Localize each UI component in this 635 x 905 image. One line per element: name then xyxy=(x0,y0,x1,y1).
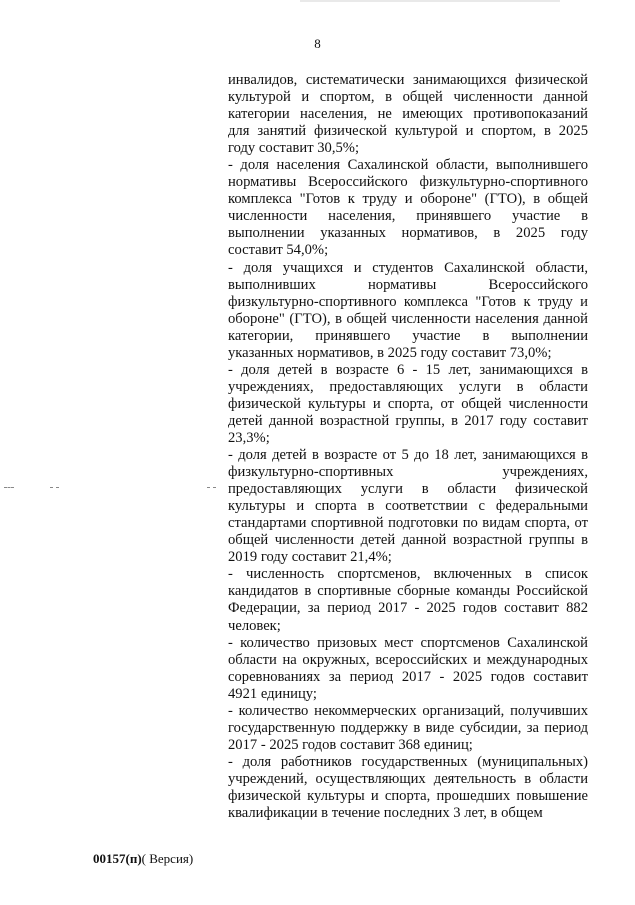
text-line: численности населения, принявшего участие в xyxy=(228,208,588,225)
paragraph xyxy=(228,260,588,362)
text-line: человек; xyxy=(228,617,281,634)
text-line: предоставляющих услуги в области физической xyxy=(228,481,588,498)
text-line: - доля населения Сахалинской области, выполнившего xyxy=(228,157,588,174)
text-line: году составит 30,5%; xyxy=(228,140,359,157)
scan-artifact xyxy=(4,487,14,488)
text-line: обороне" (ГТО), в общей численности населения данной xyxy=(228,310,588,327)
scan-artifact xyxy=(50,487,59,488)
text-line: - количество призовых мест спортсменов Сахалинской xyxy=(228,634,588,651)
text-line: физкультурно-спортивных учреждениях, xyxy=(228,464,588,481)
text-line: - доля детей в возрасте 6 - 15 лет, занимающихся в xyxy=(228,361,588,378)
text-line: государственную поддержку в виде субсидии, за период xyxy=(228,719,588,736)
text-line: - доля детей в возрасте от 5 до 18 лет, занимающихся в xyxy=(228,447,588,464)
text-line: 4921 единицу; xyxy=(228,685,317,702)
text-line: выполнивших нормативы Всероссийского xyxy=(228,276,588,293)
paragraph xyxy=(228,157,588,259)
text-line: - численность спортсменов, включенных в список xyxy=(228,566,588,583)
text-line: кандидатов в спортивные сборные команды Российской xyxy=(228,583,588,600)
text-line: - доля учащихся и студентов Сахалинской области, xyxy=(228,259,588,276)
text-line: 23,3%; xyxy=(228,429,270,446)
text-line: физической культуры и спорта, от общей численности xyxy=(228,395,588,412)
text-line: категории населения, не имеющих противопоказаний xyxy=(228,106,588,123)
document-footer xyxy=(93,851,193,867)
text-line: инвалидов, систематически занимающихся физической xyxy=(228,72,588,88)
paragraph xyxy=(228,635,588,703)
text-line: составит 54,0%; xyxy=(228,242,329,259)
text-line: соревнованиях за период 2017 - 2025 годов составит xyxy=(228,668,588,685)
text-line: - доля работников государственных (муниципальных) xyxy=(228,753,588,770)
text-line: комплекса "Готов к труду и обороне" (ГТО), в общей xyxy=(228,191,588,208)
text-line: общей численности детей данной возрастной группы в xyxy=(228,532,588,549)
paragraph xyxy=(228,72,588,157)
text-line: 2019 году составит 21,4%; xyxy=(228,549,392,566)
text-line: области на окружных, всероссийских и международных xyxy=(228,651,588,668)
document-version: ( Версия) xyxy=(141,851,194,866)
text-line: культурой и спортом, в общей численности данной xyxy=(228,89,588,106)
text-line: культуры и спорта в соответствии с федеральными xyxy=(228,498,588,515)
page-number: 8 xyxy=(314,36,321,51)
text-line: выполнении указанных нормативов, в 2025 году xyxy=(228,225,588,242)
text-line: учреждений, осуществляющих деятельность в области xyxy=(228,770,588,787)
text-line: - количество некоммерческих организаций, получивших xyxy=(228,702,588,719)
scan-artifact xyxy=(207,487,216,488)
text-line: Федерации, за период 2017 - 2025 годов составит 882 xyxy=(228,600,588,617)
text-line: 2017 - 2025 годов составит 368 единиц; xyxy=(228,736,473,753)
paragraph xyxy=(228,362,588,447)
text-line: учреждениях, предоставляющих услуги в области xyxy=(228,378,588,395)
text-line: нормативы Всероссийского физкультурно-спортивного xyxy=(228,174,588,191)
paragraph xyxy=(228,703,588,754)
text-line: стандартами спортивной подготовки по видам спорта, от xyxy=(228,515,588,532)
text-line: физической культуры и спорта, прошедших повышение xyxy=(228,787,588,804)
document-code: 00157(п) xyxy=(93,851,142,866)
paragraph xyxy=(228,566,588,634)
text-line: физкультурно-спортивного комплекса "Готов к труду и xyxy=(228,293,588,310)
paragraph xyxy=(228,754,588,822)
text-line: для занятий физической культурой и спортом, в 2025 xyxy=(228,123,588,140)
text-line: квалификации в течение последних 3 лет, в общем xyxy=(228,805,543,822)
document-body xyxy=(228,72,588,822)
text-line: категории, принявшего участие в выполнении xyxy=(228,327,588,344)
text-line: указанных нормативов, в 2025 году составит 73,0%; xyxy=(228,344,552,361)
text-line: детей данной возрастной группы, в 2017 году составит xyxy=(228,412,588,429)
paragraph xyxy=(228,447,588,566)
scan-top-edge xyxy=(300,0,560,2)
